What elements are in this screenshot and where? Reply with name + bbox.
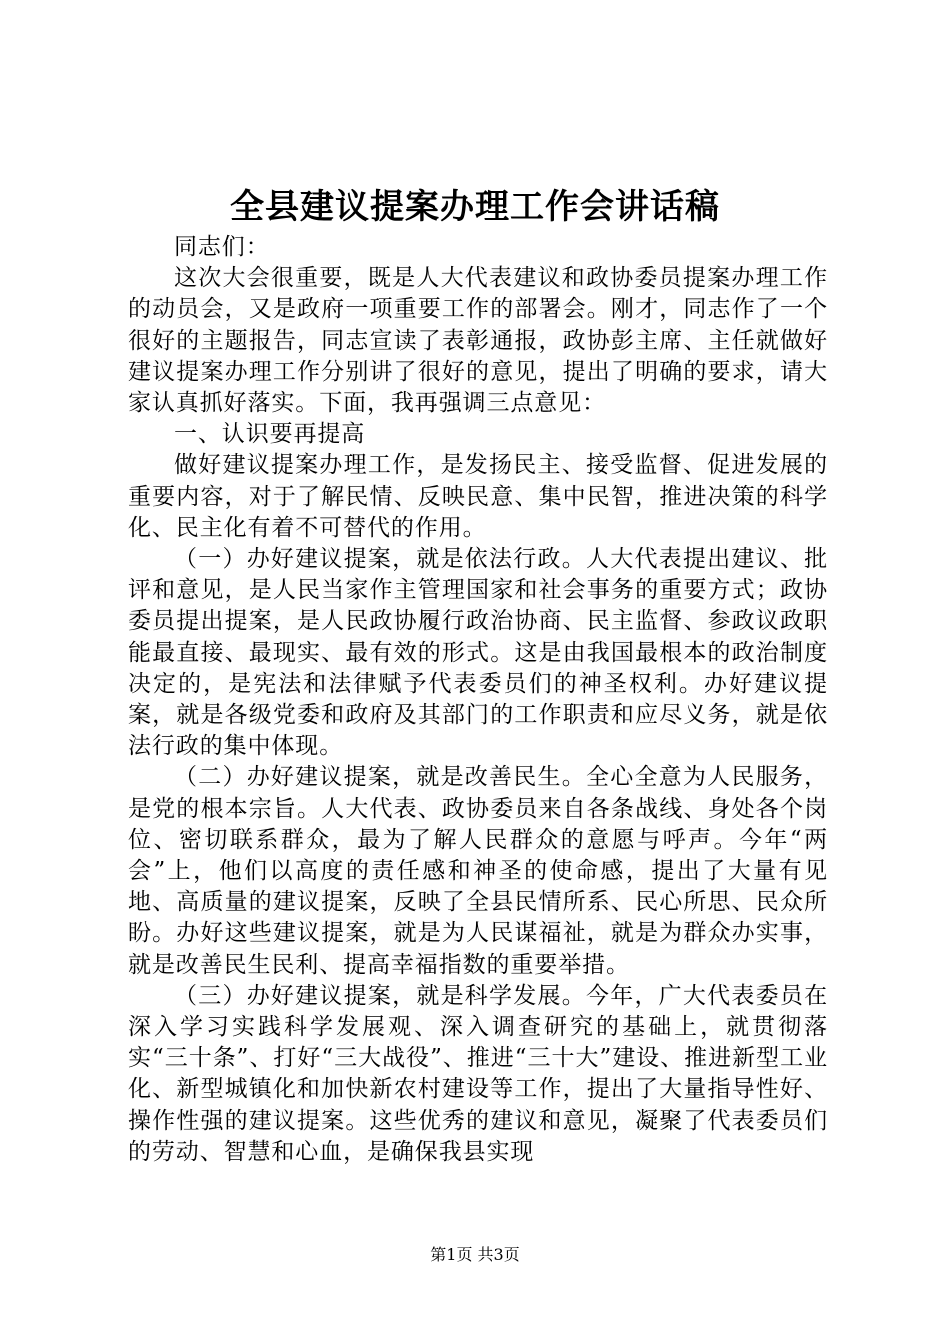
body-paragraph: 做好建议提案办理工作，是发扬民主、接受监督、促进发展的重要内容，对于了解民情、反映民意、集中民智，推进决策的科学化、民主化有着不可替代的作用。 [128,452,828,541]
page-number-footer: 第1页 共3页 [430,1245,520,1264]
body-paragraph: （一）办好建议提案，就是依法行政。人大代表提出建议、批评和意见，是人民当家作主管理国家和社会事务的重要方式；政协委员提出提案，是人民政协履行政治协商、民主监督、参政议政职能最直接、最现实、最有效的形式。这是由我国最根本的政治制度决定的，是宪法和法律赋予代表委员们的神圣权利。办好建议提案，就是各级党委和政府及其部门的工作职责和应尽义务，就是依法行政的集中体现。 [128,546,828,760]
document-title: 全县建议提案办理工作会讲话稿 [230,187,720,227]
body-paragraph: （三）办好建议提案，就是科学发展。今年，广大代表委员在深入学习实践科学发展观、深入调查研究的基础上，就贯彻落实“三十条”、打好“三大战役”、推进“三十大”建设、推进新型工业化、新型城镇化和加快新农村建设等工作，提出了大量指导性好、操作性强的建议提案。这些优秀的建议和意见，凝聚了代表委员们的劳动、智慧和心血，是确保我县实现 [128,982,828,1165]
salutation: 同志们： [174,234,270,260]
section-heading: 一、认识要再提高 [174,421,366,448]
document-body [128,232,828,1168]
opening-paragraph: 这次大会很重要，既是人大代表建议和政协委员提案办理工作的动员会，又是政府一项重要工作的部署会。刚才，同志作了一个很好的主题报告，同志宣读了表彰通报，政协彭主席、主任就做好建议提案办理工作分别讲了很好的意见，提出了明确的要求，请大家认真抓好落实。下面，我再强调三点意见： [128,265,828,417]
body-paragraph: （二）办好建议提案，就是改善民生。全心全意为人民服务，是党的根本宗旨。人大代表、政协委员来自各条战线、身处各个岗位、密切联系群众，最为了解人民群众的意愿与呼声。今年“两会”上，他们以高度的责任感和神圣的使命感，提出了大量有见地、高质量的建议提案，反映了全县民情所系、民心所思、民众所盼。办好这些建议提案，就是为人民谋福祉，就是为群众办实事，就是改善民生民利、提高幸福指数的重要举措。 [128,764,828,978]
